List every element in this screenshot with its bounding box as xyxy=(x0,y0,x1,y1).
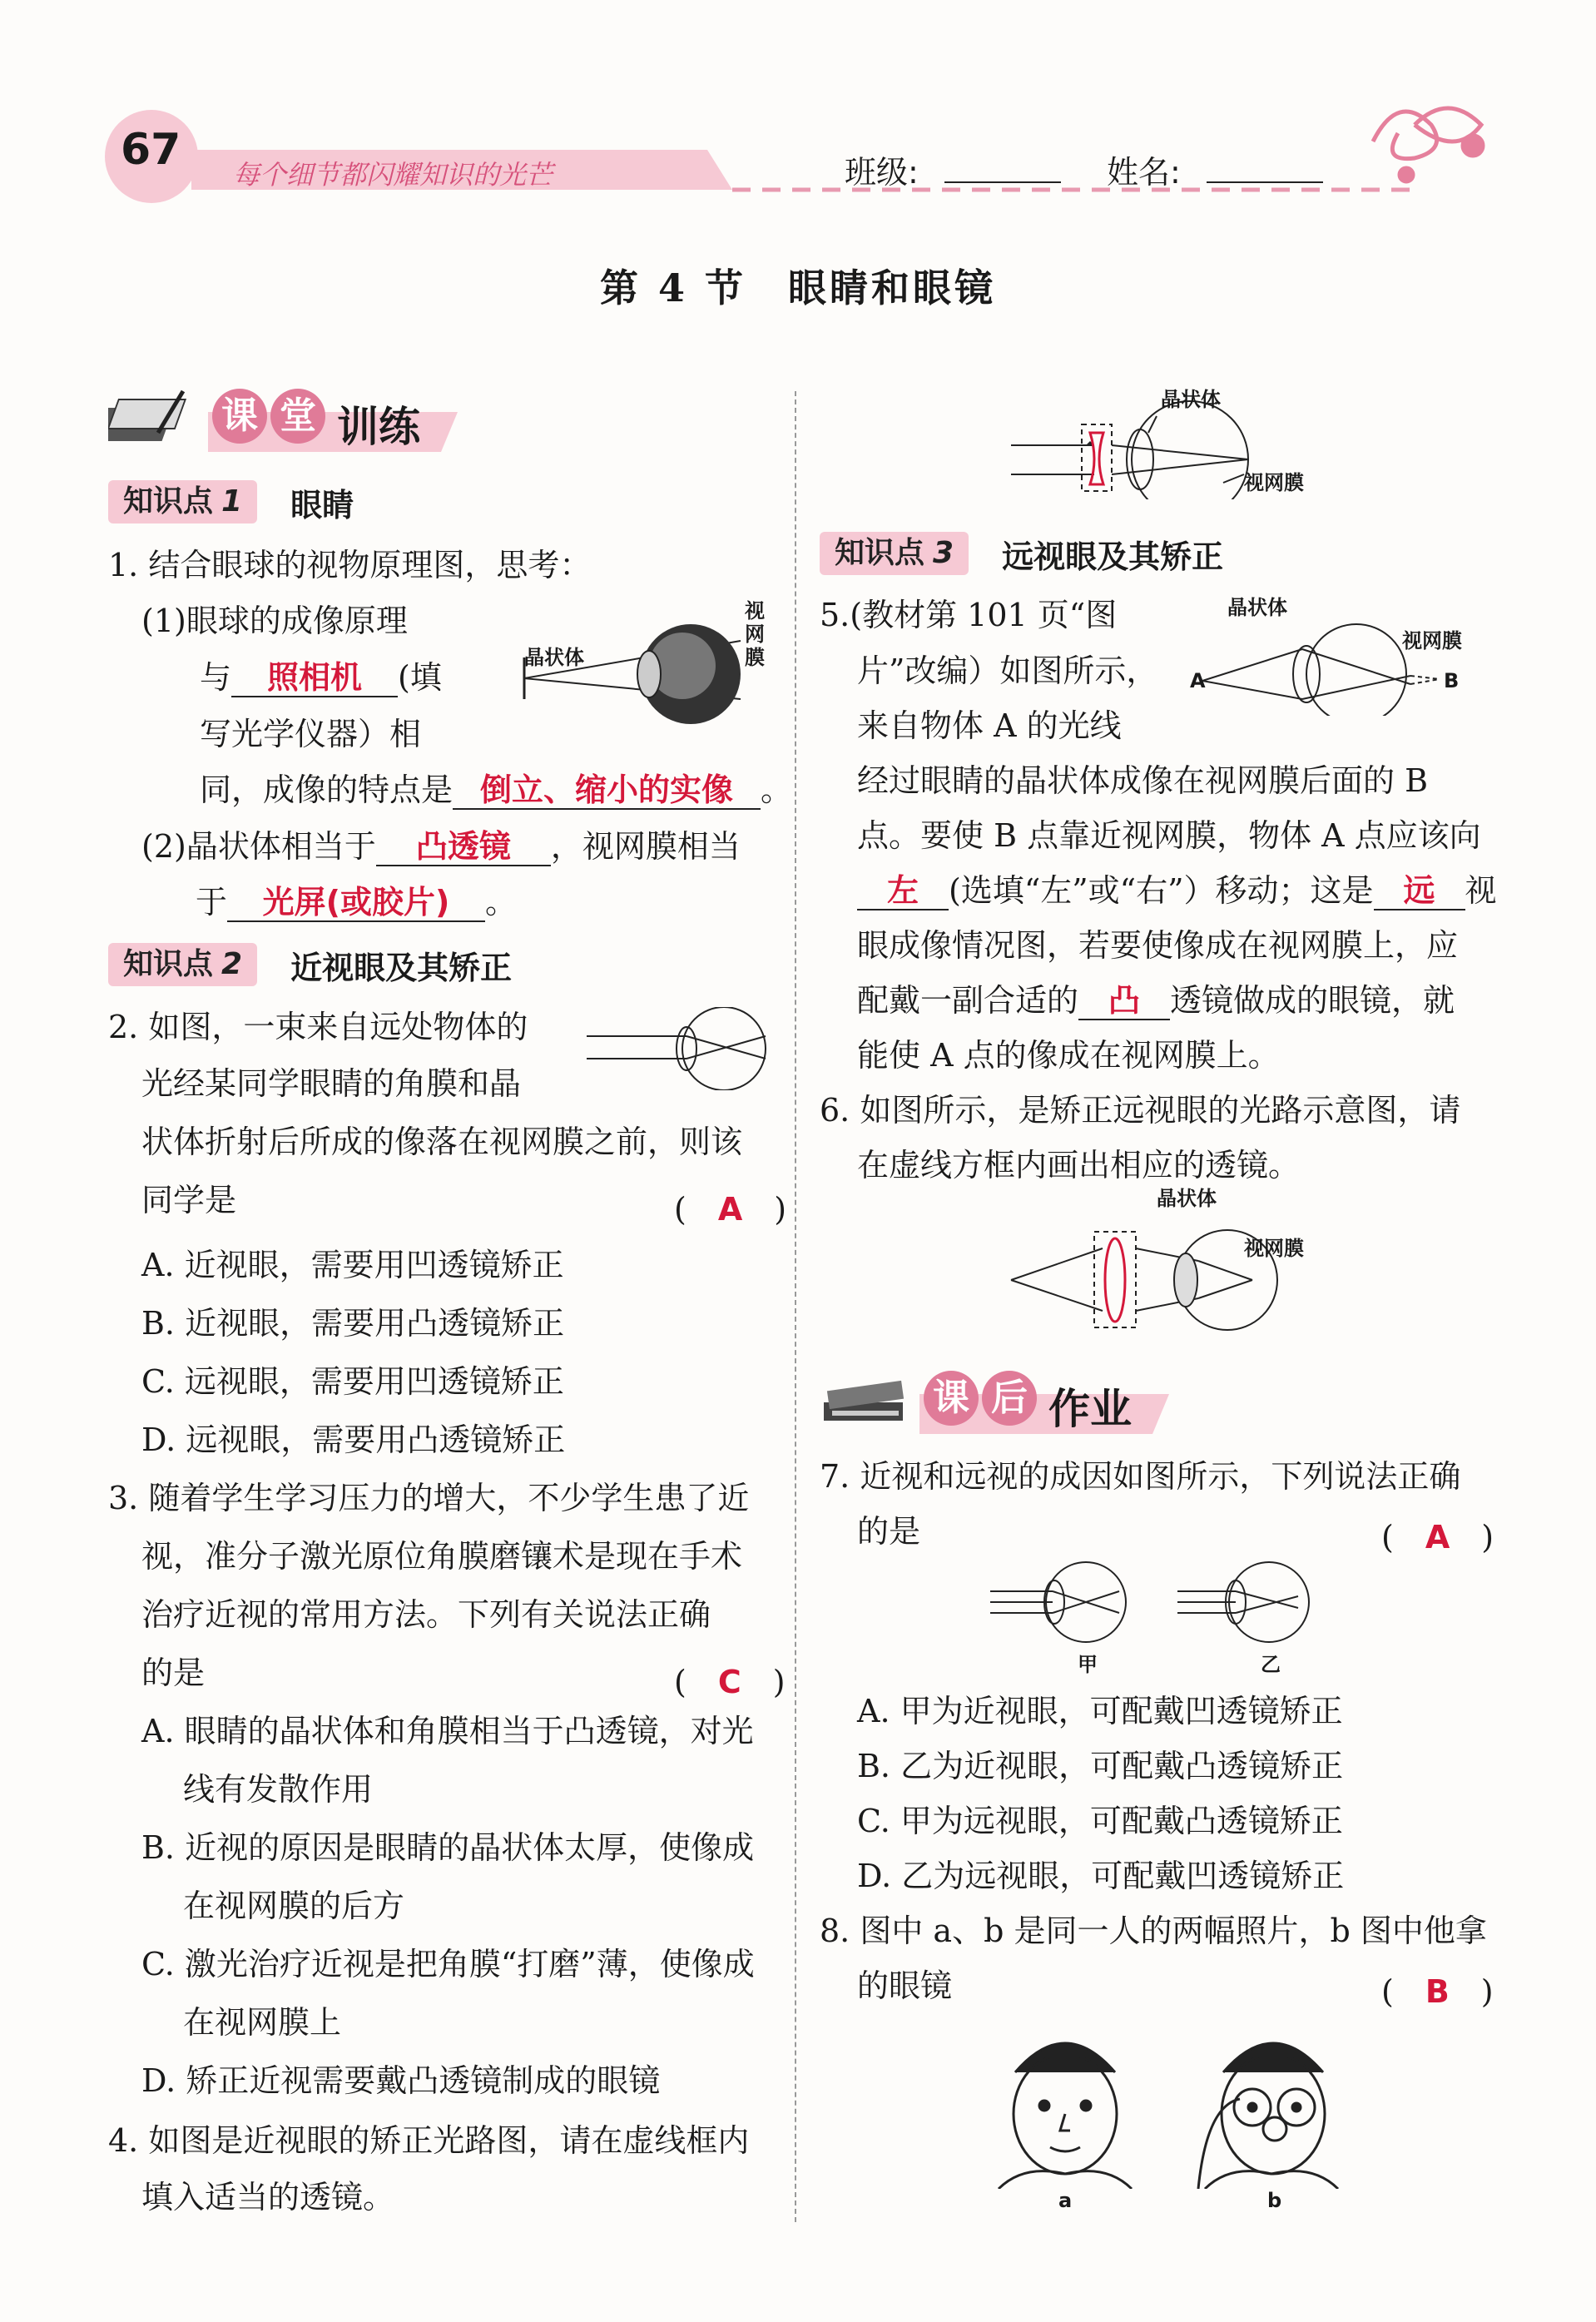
kp-title: 近视眼及其矫正 xyxy=(290,949,513,986)
q2-line2: 光经某同学眼睛的角膜和晶 xyxy=(141,1065,522,1102)
q5-line1: 5.(教材第 101 页“图 xyxy=(820,597,1118,633)
q1-eye-figure xyxy=(516,599,782,732)
q4-figure xyxy=(1007,383,1340,499)
books-icon xyxy=(820,1365,911,1431)
q1-part1-line2: 与 照相机 (填 xyxy=(200,659,442,696)
eye-diagram-left xyxy=(990,1562,1126,1642)
fig-label-lens: 晶状体 xyxy=(524,646,584,669)
q1-part2-line1: (2)晶状体相当于 凸透镜 ，视网膜相当 xyxy=(141,828,741,865)
q3-option-a[interactable]: A. 眼睛的晶状体和角膜相当于凸透镜，对光 xyxy=(141,1713,754,1749)
q5-blank-2[interactable]: 远 xyxy=(1374,874,1465,910)
header xyxy=(0,0,1596,233)
q2-answer[interactable]: A xyxy=(717,1191,743,1228)
q7-option-d[interactable]: D. 乙为远视眼，可配戴凹透镜矫正 xyxy=(857,1858,1345,1894)
fig-label-point-a: A xyxy=(1190,669,1206,692)
q5-line9: 能使 A 点的像成在视网膜上。 xyxy=(857,1037,1280,1074)
banner-rest: 作业 xyxy=(1048,1385,1132,1433)
q7-option-a[interactable]: A. 甲为近视眼，可配戴凹透镜矫正 xyxy=(857,1693,1343,1729)
class-blank[interactable] xyxy=(944,181,1061,183)
q1-part2-line2: 于 光屏(或胶片) 。 xyxy=(196,884,518,920)
kp-number: 2 xyxy=(221,947,243,981)
eye-diagram-right xyxy=(1177,1562,1309,1642)
fig-label-a: a xyxy=(1058,2189,1073,2212)
q3-option-c-cont: 在视网膜上 xyxy=(183,2004,342,2041)
banner-char-1: 课 xyxy=(212,389,267,444)
kp-tag-label: 知识点 xyxy=(123,484,214,518)
kp-number: 3 xyxy=(933,536,954,570)
q5-line6: 左 (选填“左”或“右”）移动；这是 远 视 xyxy=(857,862,1497,919)
kp-number: 1 xyxy=(221,484,243,518)
dashed-box[interactable] xyxy=(1094,1232,1136,1327)
q3-option-b-cont: 在视网膜的后方 xyxy=(183,1888,405,1924)
knowledge-point-3 xyxy=(820,529,1223,578)
page-title: 第 4 节 眼睛和眼镜 xyxy=(599,265,997,310)
fig-label-b: b xyxy=(1267,2189,1282,2212)
q3-answer-paren: ( C ) xyxy=(674,1664,786,1700)
knowledge-point-2 xyxy=(108,940,512,989)
q1-part1-line4: 同，成像的特点是 倒立、缩小的实像 。 xyxy=(200,772,793,808)
q3-line3: 治疗近视的常用方法。下列有关说法正确 xyxy=(141,1596,711,1633)
fig-label-lens: 晶状体 xyxy=(1161,388,1221,411)
q2-answer-paren: ( A ) xyxy=(674,1191,787,1228)
q4-line2: 填入适当的透镜。 xyxy=(141,2179,395,2215)
q1-stem: 1. 结合眼球的视物原理图，思考： xyxy=(108,547,592,583)
section-banner-classroom xyxy=(108,379,458,454)
kp-tag-label: 知识点 xyxy=(123,947,214,981)
q7-line1: 7. 近视和远视的成因如图所示，下列说法正确 xyxy=(820,1458,1461,1495)
q5-blank-3[interactable]: 凸 xyxy=(1078,984,1170,1020)
q7-answer-paren: ( A ) xyxy=(1381,1519,1494,1555)
q4-line1: 4. 如图是近视眼的矫正光路图，请在虚线框内 xyxy=(108,2122,750,2159)
kp-tag-label: 知识点 xyxy=(835,536,925,570)
page-number: 67 xyxy=(121,125,181,175)
knowledge-point-1 xyxy=(108,478,354,526)
q6-line2: 在虚线方框内画出相应的透镜。 xyxy=(857,1147,1301,1183)
notebook-icon xyxy=(108,383,200,449)
q5-line8: 配戴一副合适的 凸 透镜做成的眼镜，就 xyxy=(857,982,1455,1019)
kp-title: 远视眼及其矫正 xyxy=(1002,538,1224,575)
q5-figure xyxy=(1190,591,1481,716)
convex-lens-answer xyxy=(1105,1238,1125,1322)
column-divider xyxy=(795,391,796,2222)
fig-label-lens: 晶状体 xyxy=(1157,1187,1217,1210)
q8-answer-paren: ( B ) xyxy=(1381,1973,1494,2010)
q2-option-a[interactable]: A. 近视眼，需要用凹透镜矫正 xyxy=(141,1247,564,1283)
q3-option-a-cont: 线有发散作用 xyxy=(183,1771,374,1808)
q6-figure xyxy=(1003,1182,1352,1332)
boy-portrait-b xyxy=(1198,2043,1338,2189)
concave-lens-answer xyxy=(1090,433,1103,484)
section-banner-homework xyxy=(820,1361,1169,1436)
banner-char-2: 后 xyxy=(982,1371,1037,1426)
q3-line1: 3. 随着学生学习压力的增大，不少学生患了近 xyxy=(108,1480,750,1516)
q1-blank-1[interactable]: 照相机 xyxy=(231,661,398,697)
q6-line1: 6. 如图所示，是矫正远视眼的光路示意图，请 xyxy=(820,1092,1461,1129)
kp-title: 眼睛 xyxy=(290,486,354,523)
fig-label-retina: 视网膜 xyxy=(1402,629,1462,652)
banner-char-2: 堂 xyxy=(270,389,325,444)
q2-line4: 同学是 xyxy=(141,1182,237,1218)
q2-line3: 状体折射后所成的像落在视网膜之前，则该 xyxy=(141,1124,743,1160)
boy-portrait-a xyxy=(999,2043,1132,2189)
q7-option-c[interactable]: C. 甲为远视眼，可配戴凸透镜矫正 xyxy=(857,1803,1343,1839)
q3-option-d[interactable]: D. 矫正近视需要戴凸透镜制成的眼镜 xyxy=(141,2062,661,2099)
name-blank[interactable] xyxy=(1207,181,1323,183)
q7-line2: 的是 xyxy=(857,1513,921,1550)
fig-label-retina: 视网膜 xyxy=(1244,471,1304,494)
q5-line3: 来自物体 A 的光线 xyxy=(857,707,1122,744)
name-label: 姓名: xyxy=(1107,154,1181,191)
fig-label-retina: 视网膜 xyxy=(745,599,765,669)
q8-figure xyxy=(982,2022,1365,2214)
dashed-box[interactable] xyxy=(1082,424,1112,491)
q1-blank-3[interactable]: 凸透镜 xyxy=(376,830,551,866)
q1-blank-4[interactable]: 光屏(或胶片) xyxy=(227,886,485,922)
q5-line5: 点。要使 B 点靠近视网膜，物体 A 点应该向 xyxy=(857,817,1481,854)
q3-line4: 的是 xyxy=(141,1655,206,1691)
fig-label-retina: 视网膜 xyxy=(1244,1237,1304,1260)
q5-line4: 经过眼睛的晶状体成像在视网膜后面的 B xyxy=(857,762,1429,799)
q5-blank-1[interactable]: 左 xyxy=(857,874,949,910)
fig-label-left: 甲 xyxy=(1078,1653,1098,1676)
q2-option-b[interactable]: B. 近视眼，需要用凸透镜矫正 xyxy=(141,1305,565,1342)
q3-line2: 视，准分子激光原位角膜磨镶术是现在手术 xyxy=(141,1538,743,1575)
q8-line2: 的眼镜 xyxy=(857,1967,953,2004)
q2-option-c[interactable]: C. 远视眼，需要用凹透镜矫正 xyxy=(141,1363,564,1400)
banner-char-1: 课 xyxy=(924,1371,979,1426)
banner-rest: 训练 xyxy=(337,403,420,451)
class-label: 班级: xyxy=(845,154,919,191)
q8-answer[interactable]: B xyxy=(1425,1973,1450,2010)
q2-option-d[interactable]: D. 远视眼，需要用凸透镜矫正 xyxy=(141,1421,566,1458)
q3-option-b[interactable]: B. 近视的原因是眼睛的晶状体太厚，使像成 xyxy=(141,1829,755,1866)
q1-part1-line1: (1)眼球的成像原理 xyxy=(141,603,408,639)
q7-answer[interactable]: A xyxy=(1425,1519,1450,1555)
q8-line1: 8. 图中 a、b 是同一人的两幅照片，b 图中他拿 xyxy=(820,1913,1487,1949)
q5-line7: 眼成像情况图，若要使像成在视网膜上，应 xyxy=(857,927,1459,964)
fig-label-lens: 晶状体 xyxy=(1227,596,1287,619)
q5-line2: 片”改编）如图所示， xyxy=(857,652,1158,689)
q3-answer[interactable]: C xyxy=(717,1664,741,1700)
q2-eye-figure xyxy=(582,1007,774,1090)
q7-option-b[interactable]: B. 乙为近视眼，可配戴凸透镜矫正 xyxy=(857,1748,1344,1784)
header-slogan: 每个细节都闪耀知识的光芒 xyxy=(233,159,553,191)
fig-label-point-b: B xyxy=(1444,669,1460,692)
q1-part1-line3: 写光学仪器）相 xyxy=(200,716,422,752)
fig-label-right: 乙 xyxy=(1261,1653,1281,1676)
q7-figure xyxy=(986,1556,1352,1681)
header-decoration xyxy=(0,0,1596,233)
q3-option-c[interactable]: C. 激光治疗近视是把角膜“打磨”薄，使像成 xyxy=(141,1946,755,1982)
q1-blank-2[interactable]: 倒立、缩小的实像 xyxy=(453,773,761,810)
flower-ornament-icon xyxy=(1373,108,1483,181)
q2-line1: 2. 如图，一束来自远处物体的 xyxy=(108,1009,528,1045)
